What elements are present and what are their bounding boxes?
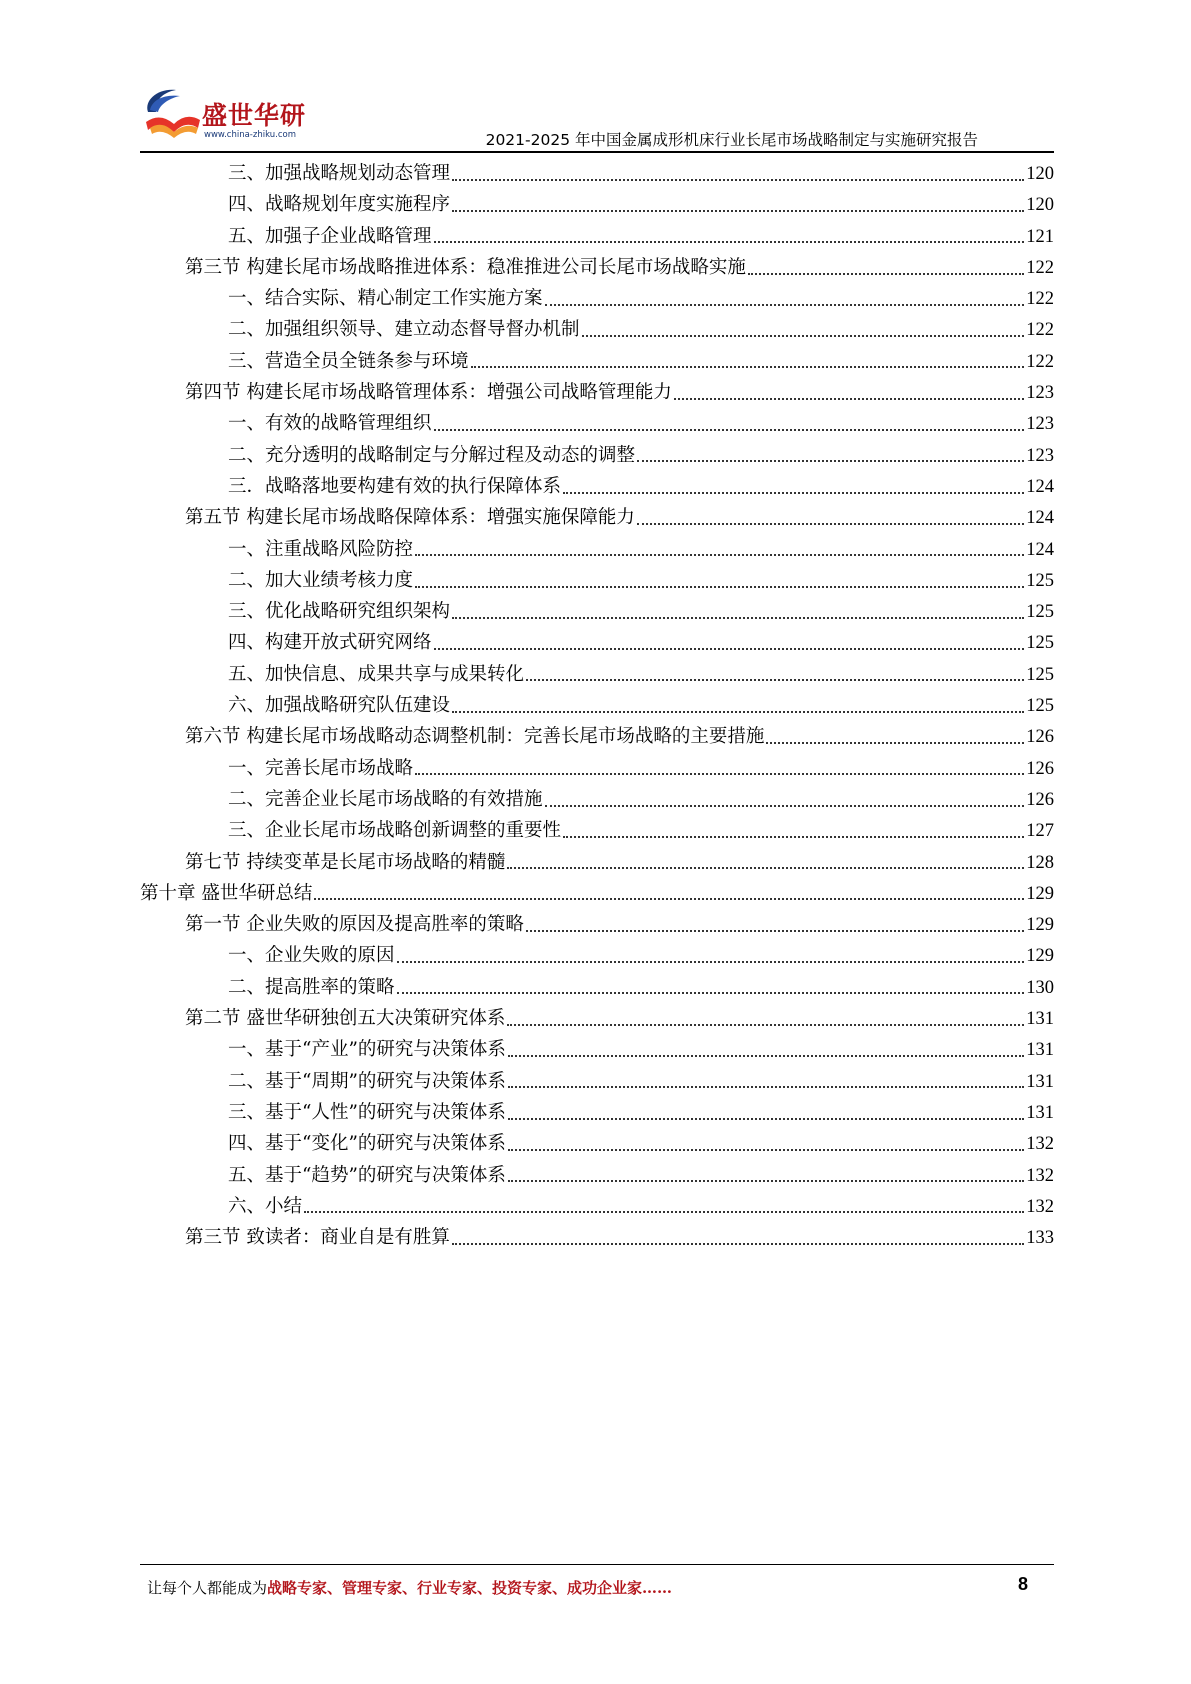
toc-dot-leader bbox=[674, 398, 1024, 400]
toc-entry-page: 124 bbox=[1026, 508, 1054, 529]
toc-entry-page: 132 bbox=[1026, 1196, 1054, 1217]
toc-entry-page: 129 bbox=[1026, 883, 1054, 904]
toc-entry-page: 125 bbox=[1026, 633, 1054, 654]
toc-dot-leader bbox=[434, 429, 1025, 431]
toc-entry[interactable] bbox=[140, 721, 1054, 752]
toc-dot-leader bbox=[397, 961, 1025, 963]
toc-entry[interactable] bbox=[140, 221, 1054, 252]
toc-entry-title: 第四节 构建长尾市场战略管理体系：增强公司战略管理能力 bbox=[185, 382, 672, 404]
toc-entry-page: 123 bbox=[1026, 414, 1054, 435]
toc-entry[interactable] bbox=[140, 878, 1054, 909]
toc-entry-title: 二、加强组织领导、建立动态督导督办机制 bbox=[228, 319, 580, 341]
toc-entry[interactable] bbox=[140, 1066, 1054, 1097]
company-logo bbox=[140, 82, 315, 152]
toc-entry-title: 六、加强战略研究队伍建设 bbox=[228, 695, 451, 717]
toc-entry-title: 三、优化战略研究组织架构 bbox=[228, 601, 451, 623]
toc-entry[interactable] bbox=[140, 502, 1054, 533]
toc-dot-leader bbox=[563, 492, 1024, 494]
toc-entry-title: 二、基于“周期”的研究与决策体系 bbox=[228, 1070, 506, 1092]
brand-url: www.china-zhiku.com bbox=[204, 130, 296, 140]
toc-dot-leader bbox=[637, 460, 1024, 462]
toc-entry-title: 四、构建开放式研究网络 bbox=[228, 632, 432, 654]
toc-dot-leader bbox=[314, 898, 1024, 900]
toc-entry[interactable] bbox=[140, 471, 1054, 502]
toc-dot-leader bbox=[508, 1149, 1024, 1151]
toc-entry-title: 一、注重战略风险防控 bbox=[228, 538, 414, 560]
toc-entry-title: 第十章 盛世华研总结 bbox=[140, 882, 313, 904]
toc-entry-page: 126 bbox=[1026, 727, 1054, 748]
toc-entry[interactable] bbox=[140, 1128, 1054, 1159]
toc-entry-title: 一、有效的战略管理组织 bbox=[228, 413, 432, 435]
toc-dot-leader bbox=[415, 586, 1024, 588]
toc-entry[interactable] bbox=[140, 1222, 1054, 1253]
toc-dot-leader bbox=[545, 805, 1025, 807]
toc-entry-page: 126 bbox=[1026, 758, 1054, 779]
toc-entry-title: 第三节 构建长尾市场战略推进体系：稳准推进公司长尾市场战略实施 bbox=[185, 256, 746, 278]
footer-slogan-accent: 战略专家、管理专家、行业专家、投资专家、成功企业家…… bbox=[267, 1579, 673, 1597]
toc-entry-title: 四、基于“变化”的研究与决策体系 bbox=[228, 1133, 506, 1155]
toc-entry-title: 第一节 企业失败的原因及提高胜率的策略 bbox=[185, 914, 524, 936]
footer-rule bbox=[140, 1564, 1054, 1565]
toc-dot-leader bbox=[526, 930, 1024, 932]
toc-entry-page: 120 bbox=[1026, 195, 1054, 216]
toc-dot-leader bbox=[397, 992, 1025, 994]
toc-entry-title: 六、小结 bbox=[228, 1195, 303, 1217]
toc-entry-page: 129 bbox=[1026, 915, 1054, 936]
toc-dot-leader bbox=[526, 679, 1024, 681]
toc-dot-leader bbox=[452, 617, 1024, 619]
toc-entry-page: 125 bbox=[1026, 664, 1054, 685]
toc-entry-page: 132 bbox=[1026, 1165, 1054, 1186]
toc-dot-leader bbox=[582, 335, 1025, 337]
toc-entry[interactable] bbox=[140, 252, 1054, 283]
toc-entry-title: 第二节 盛世华研独创五大决策研究体系 bbox=[185, 1008, 506, 1030]
toc-dot-leader bbox=[507, 867, 1024, 869]
toc-entry-title: 五、加强子企业战略管理 bbox=[228, 225, 432, 247]
toc-entry[interactable] bbox=[140, 909, 1054, 940]
toc-entry-page: 121 bbox=[1026, 226, 1054, 247]
toc-entry-title: 三、营造全员全链条参与环境 bbox=[228, 350, 469, 372]
toc-entry-title: 二、提高胜率的策略 bbox=[228, 976, 395, 998]
toc-entry-page: 128 bbox=[1026, 852, 1054, 873]
toc-dot-leader bbox=[508, 1086, 1024, 1088]
toc-entry-page: 125 bbox=[1026, 570, 1054, 591]
toc-entry-page: 133 bbox=[1026, 1228, 1054, 1249]
toc-entry[interactable] bbox=[140, 283, 1054, 314]
toc-entry[interactable] bbox=[140, 565, 1054, 596]
book-swoosh-icon bbox=[140, 82, 202, 142]
page-header bbox=[0, 0, 1191, 155]
toc-dot-leader bbox=[508, 1055, 1024, 1057]
toc-entry-title: 第七节 持续变革是长尾市场战略的精髓 bbox=[185, 851, 506, 873]
toc-entry-title: 第三节 致读者：商业自是有胜算 bbox=[185, 1227, 450, 1249]
toc-entry-page: 132 bbox=[1026, 1134, 1054, 1155]
toc-entry[interactable] bbox=[140, 534, 1054, 565]
toc-entry-title: 一、结合实际、精心制定工作实施方案 bbox=[228, 288, 543, 310]
toc-entry[interactable] bbox=[140, 940, 1054, 971]
toc-dot-leader bbox=[545, 304, 1025, 306]
toc-dot-leader bbox=[471, 366, 1025, 368]
toc-entry-title: 三、加强战略规划动态管理 bbox=[228, 163, 451, 184]
toc-dot-leader bbox=[452, 1243, 1024, 1245]
toc-entry[interactable] bbox=[140, 408, 1054, 439]
toc-entry[interactable] bbox=[140, 847, 1054, 878]
toc-entry-title: 二、完善企业长尾市场战略的有效措施 bbox=[228, 788, 543, 810]
toc-entry[interactable] bbox=[140, 1097, 1054, 1128]
toc-entry-title: 一、企业失败的原因 bbox=[228, 945, 395, 967]
toc-dot-leader bbox=[766, 742, 1024, 744]
toc-entry[interactable] bbox=[140, 314, 1054, 345]
toc-entry-page: 125 bbox=[1026, 602, 1054, 623]
toc-entry-page: 123 bbox=[1026, 445, 1054, 466]
toc-entry[interactable] bbox=[140, 189, 1054, 220]
toc-entry[interactable] bbox=[140, 627, 1054, 658]
toc-dot-leader bbox=[563, 836, 1024, 838]
toc-dot-leader bbox=[415, 773, 1024, 775]
toc-dot-leader bbox=[434, 648, 1025, 650]
toc-entry-page: 131 bbox=[1026, 1009, 1054, 1030]
toc-entry-title: 一、基于“产业”的研究与决策体系 bbox=[228, 1039, 506, 1061]
toc-dot-leader bbox=[452, 210, 1024, 212]
toc-entry-title: 五、基于“趋势”的研究与决策体系 bbox=[228, 1164, 506, 1186]
toc-entry-page: 131 bbox=[1026, 1071, 1054, 1092]
toc-entry-page: 129 bbox=[1026, 946, 1054, 967]
toc-entry-page: 131 bbox=[1026, 1040, 1054, 1061]
footer-slogan-lead: 让每个人都能成为 bbox=[147, 1579, 268, 1597]
toc-entry-page: 127 bbox=[1026, 821, 1054, 842]
toc-entry-title: 第五节 构建长尾市场战略保障体系：增强实施保障能力 bbox=[185, 507, 635, 529]
toc-dot-leader bbox=[434, 241, 1025, 243]
header-rule bbox=[140, 151, 1054, 153]
toc-entry-page: 122 bbox=[1026, 257, 1054, 278]
toc-entry-title: 五、加快信息、成果共享与成果转化 bbox=[228, 663, 525, 685]
toc-entry[interactable] bbox=[140, 346, 1054, 377]
report-title: 2021-2025 年中国金属成形机床行业长尾市场战略制定与实施研究报告 bbox=[485, 131, 978, 149]
toc-dot-leader bbox=[415, 554, 1024, 556]
brand-name: 盛世华研 bbox=[202, 101, 307, 130]
table-of-contents bbox=[140, 158, 1054, 1253]
toc-entry-title: 第六节 构建长尾市场战略动态调整机制：完善长尾市场战略的主要措施 bbox=[185, 726, 765, 748]
toc-entry-page: 122 bbox=[1026, 289, 1054, 310]
toc-entry-title: 三、基于“人性”的研究与决策体系 bbox=[228, 1101, 506, 1123]
toc-entry[interactable] bbox=[140, 440, 1054, 471]
footer-slogan bbox=[147, 1577, 672, 1598]
toc-entry-page: 122 bbox=[1026, 320, 1054, 341]
page-number: 8 bbox=[1018, 1574, 1029, 1594]
toc-entry[interactable] bbox=[140, 815, 1054, 846]
toc-dot-leader bbox=[748, 273, 1024, 275]
toc-dot-leader bbox=[508, 1118, 1024, 1120]
toc-dot-leader bbox=[452, 711, 1024, 713]
toc-entry-title: 三、企业长尾市场战略创新调整的重要性 bbox=[228, 820, 562, 842]
toc-entry[interactable] bbox=[140, 377, 1054, 408]
toc-entry-title: 三．战略落地要构建有效的执行保障体系 bbox=[228, 475, 562, 497]
toc-entry-page: 130 bbox=[1026, 977, 1054, 998]
toc-dot-leader bbox=[637, 523, 1024, 525]
toc-entry[interactable] bbox=[140, 753, 1054, 784]
toc-entry[interactable] bbox=[140, 690, 1054, 721]
toc-entry-title: 二、加大业绩考核力度 bbox=[228, 569, 414, 591]
toc-entry-title: 一、完善长尾市场战略 bbox=[228, 757, 414, 779]
toc-entry[interactable] bbox=[140, 158, 1054, 189]
toc-entry-title: 四、战略规划年度实施程序 bbox=[228, 194, 451, 216]
toc-entry[interactable] bbox=[140, 1003, 1054, 1034]
toc-entry-page: 124 bbox=[1026, 476, 1054, 497]
toc-entry-page: 126 bbox=[1026, 789, 1054, 810]
toc-entry[interactable] bbox=[140, 659, 1054, 690]
toc-entry[interactable] bbox=[140, 1034, 1054, 1065]
toc-dot-leader bbox=[507, 1024, 1024, 1026]
toc-dot-leader bbox=[304, 1211, 1024, 1213]
toc-entry[interactable] bbox=[140, 784, 1054, 815]
toc-entry-title: 二、充分透明的战略制定与分解过程及动态的调整 bbox=[228, 444, 636, 466]
toc-entry[interactable] bbox=[140, 1191, 1054, 1222]
toc-entry-page: 125 bbox=[1026, 696, 1054, 717]
toc-entry[interactable] bbox=[140, 596, 1054, 627]
toc-entry-page: 120 bbox=[1026, 164, 1054, 184]
toc-dot-leader bbox=[452, 179, 1024, 181]
toc-entry-page: 122 bbox=[1026, 351, 1054, 372]
toc-entry-page: 123 bbox=[1026, 383, 1054, 404]
toc-entry[interactable] bbox=[140, 972, 1054, 1003]
toc-entry[interactable] bbox=[140, 1160, 1054, 1191]
toc-entry-page: 131 bbox=[1026, 1102, 1054, 1123]
toc-entry-page: 124 bbox=[1026, 539, 1054, 560]
toc-dot-leader bbox=[508, 1180, 1024, 1182]
